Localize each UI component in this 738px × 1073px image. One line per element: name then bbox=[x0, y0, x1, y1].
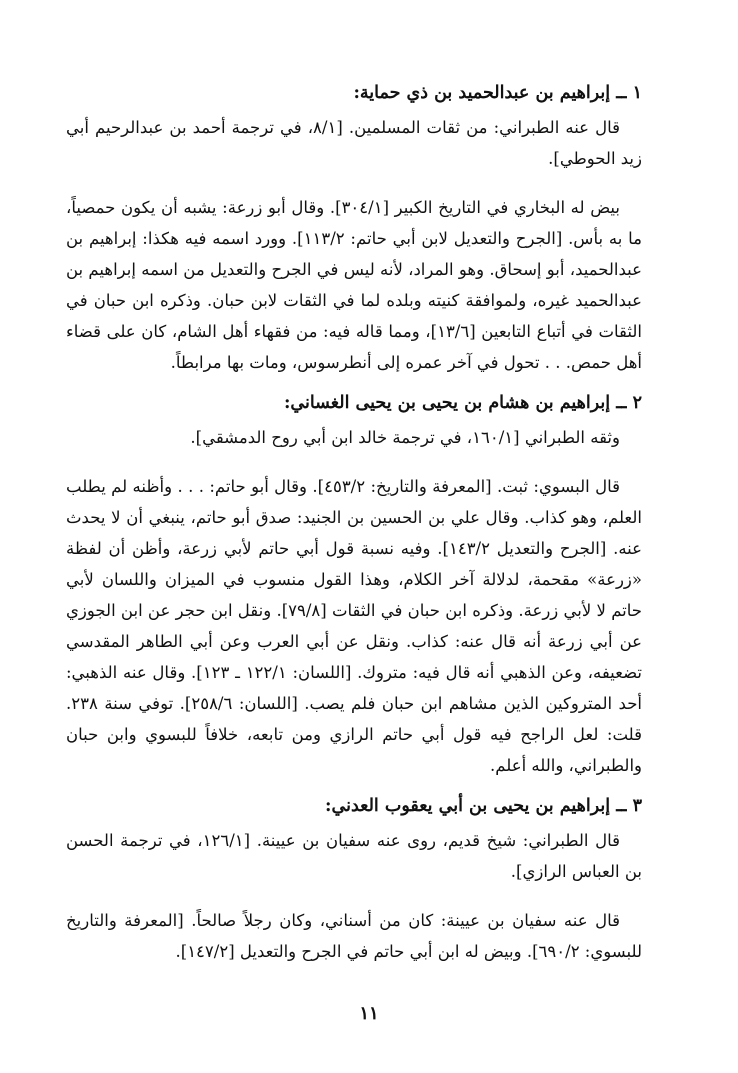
entry-paragraph: قال البسوي: ثبت. [المعرفة والتاريخ: ٤٥٣/٢]. وقال أبو حاتم: . . . وأظنه لم يطلب العلم، وهو كذاب. وقال علي بن الحسين بن الجنيد: صدق أبو حاتم، ينبغي أن لا يحدث عنه. [الجرح والتعديل ١٤٣/٢]. وفيه نسبة قول أبي حاتم لأبي زرعة، وأظن أن لفظة «زرعة» مقحمة، لدلالة آخر الكلام، وهذا القول منسوب في الميزان واللسان لأبي حاتم لا لأبي زرعة. وذكره ابن حبان في الثقات [٧٩/٨]. ونقل ابن حجر عن ابن الجوزي عن أبي زرعة أنه قال عنه: كذاب. ونقل عن أبي العرب وعن أبي الطاهر المقدسي تضعيفه، وعن الذهبي أنه قال فيه: متروك. [اللسان: ١٢٢/١ ـ ١٢٣]. وقال عنه الذهبي: أحد المتروكين الذين مشاهم ابن حبان فلم يصب. [اللسان: ٢٥٨/٦]. توفي سنة ٢٣٨. قلت: لعل الراجح فيه قول أبي حاتم الرازي ومن تابعه، خلافاً للبسوي وابن حبان والطبراني، والله أعلم. bbox=[66, 477, 643, 775]
entry-heading: ٢ ــ إبراهيم بن هشام بن يحيى بن يحيى الغساني: bbox=[283, 393, 642, 413]
page-number: ١١ bbox=[359, 1003, 379, 1024]
entry-heading: ٣ ــ إبراهيم بن يحيى بن أبي يعقوب العدني: bbox=[325, 796, 642, 816]
entry-2 bbox=[66, 388, 642, 781]
entry-paragraph: قال عنه سفيان بن عيينة: كان من أسناني، وكان رجلاً صالحاً. [المعرفة والتاريخ للبسوي: ٦٩٠/٢]. وبيض له ابن أبي حاتم في الجرح والتعديل [١٤٧/٢]. bbox=[66, 911, 642, 961]
entry-3 bbox=[66, 791, 642, 967]
entry-paragraph: بيض له البخاري في التاريخ الكبير [٣٠٤/١]. وقال أبو زرعة: يشبه أن يكون حمصياً، ما به بأس. [الجرح والتعديل لابن أبي حاتم: ١١٣/٢]. وورد اسمه فيه هكذا: إبراهيم بن عبدالحميد، أبو إسحاق. وهو المراد، لأنه ليس في الجرح والتعديل من اسمه إبراهيم بن عبدالحميد غيره، ولموافقة كنيته وبلده لما في الثقات لابن حبان. وذكره ابن حبان في الثقات في أتباع التابعين [١٣/٦]، ومما قاله فيه: من فقهاء أهل الشام، كان على قضاء أهل حمص. . . تحول في آخر عمره إلى أنطرسوس، ومات بها مرابطاً. bbox=[66, 198, 642, 372]
entry-paragraph: قال الطبراني: شيخ قديم، روى عنه سفيان بن عيينة. [١٢٦/١، في ترجمة الحسن بن العباس الرازي]. bbox=[66, 831, 642, 881]
entry-paragraph: وثقه الطبراني [١٦٠/١، في ترجمة خالد ابن أبي روح الدمشقي]. bbox=[190, 428, 620, 447]
entry-paragraph: قال عنه الطبراني: من ثقات المسلمين. [٨/١، في ترجمة أحمد بن عبدالرحيم أبي زيد الحوطي]. bbox=[66, 118, 642, 168]
entry-1 bbox=[66, 78, 642, 378]
entry-heading: ١ ــ إبراهيم بن عبدالحميد بن ذي حماية: bbox=[353, 83, 642, 103]
